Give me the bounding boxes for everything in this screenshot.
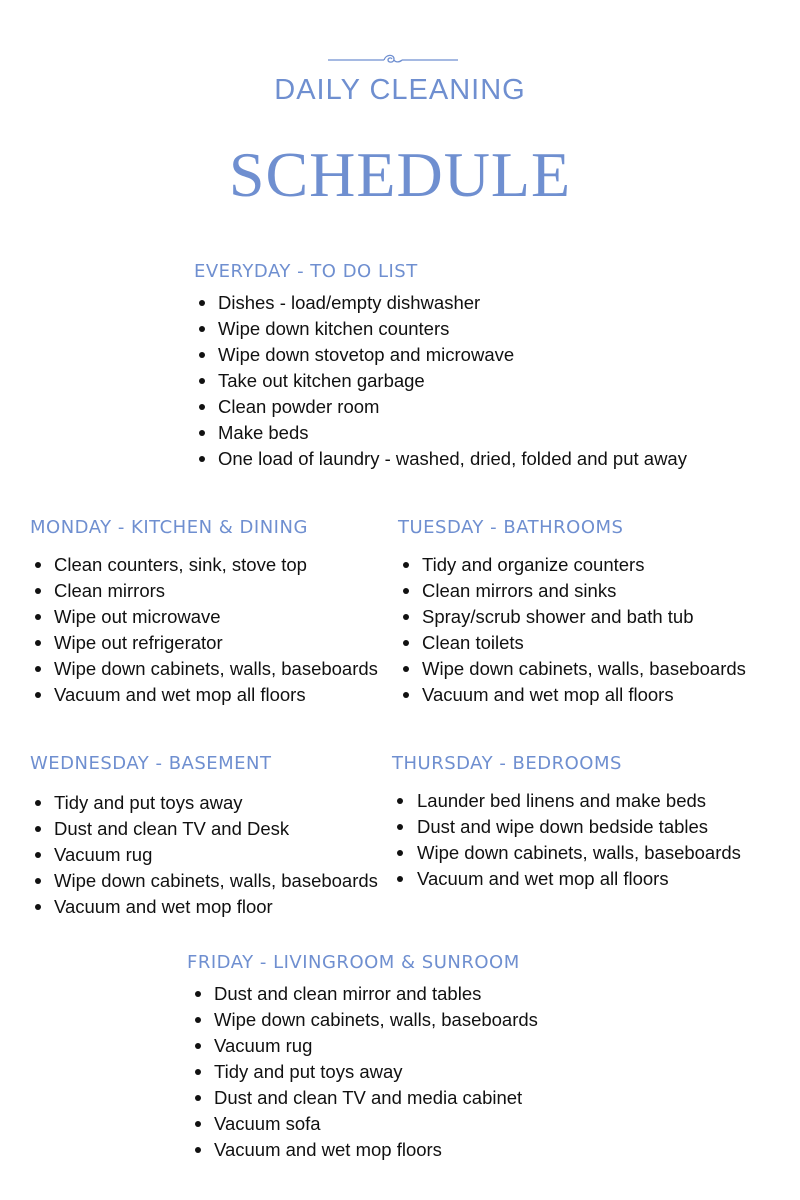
task-item: Wipe down stovetop and microwave [194,342,687,368]
task-list [392,788,741,892]
task-item: Dust and clean TV and Desk [30,816,378,842]
task-item: Make beds [194,420,687,446]
task-item: Dust and wipe down bedside tables [392,814,741,840]
task-item: Spray/scrub shower and bath tub [398,604,746,630]
task-item: Clean toilets [398,630,746,656]
task-item: Dishes - load/empty dishwasher [194,290,687,316]
task-item: Tidy and put toys away [30,790,378,816]
section-heading: MONDAY - KITCHEN & DINING [30,517,308,538]
everyday-section [194,261,687,472]
page-subtitle: DAILY CLEANING [274,74,526,106]
flourish-divider-icon [328,52,458,68]
task-item: Launder bed linens and make beds [392,788,741,814]
section-heading: FRIDAY - LIVINGROOM & SUNROOM [187,952,520,973]
task-item: Clean mirrors [30,578,378,604]
page-title: SCHEDULE [228,139,572,210]
task-list [30,790,378,920]
task-item: Clean mirrors and sinks [398,578,746,604]
task-item: Take out kitchen garbage [194,368,687,394]
task-item: Wipe down kitchen counters [194,316,687,342]
task-list [187,981,538,1163]
task-item: Vacuum and wet mop all floors [30,682,378,708]
task-item: Wipe down cabinets, walls, baseboards [398,656,746,682]
tuesday-section [398,517,746,708]
section-heading: TUESDAY - BATHROOMS [398,517,624,538]
task-item: Vacuum and wet mop floors [187,1137,538,1163]
task-item: Wipe down cabinets, walls, baseboards [30,868,378,894]
task-item: Wipe down cabinets, walls, baseboards [30,656,378,682]
task-item: Tidy and put toys away [187,1059,538,1085]
section-heading: THURSDAY - BEDROOMS [392,753,622,774]
task-list [194,290,687,472]
task-item: Clean powder room [194,394,687,420]
section-heading: WEDNESDAY - BASEMENT [30,753,272,774]
task-item: Wipe out refrigerator [30,630,378,656]
task-item: Wipe out microwave [30,604,378,630]
task-item: Wipe down cabinets, walls, baseboards [392,840,741,866]
task-item: Vacuum and wet mop all floors [398,682,746,708]
task-item: One load of laundry - washed, dried, folded and put away [194,446,687,472]
section-heading: EVERYDAY - TO DO LIST [194,261,418,282]
wednesday-section [30,753,378,920]
task-item: Wipe down cabinets, walls, baseboards [187,1007,538,1033]
task-item: Clean counters, sink, stove top [30,552,378,578]
task-item: Vacuum and wet mop floor [30,894,378,920]
task-item: Dust and clean TV and media cabinet [187,1085,538,1111]
task-item: Tidy and organize counters [398,552,746,578]
task-item: Vacuum and wet mop all floors [392,866,741,892]
monday-section [30,517,378,708]
task-item: Dust and clean mirror and tables [187,981,538,1007]
task-item: Vacuum rug [30,842,378,868]
thursday-section [392,753,741,892]
task-list [30,552,378,708]
task-item: Vacuum rug [187,1033,538,1059]
task-item: Vacuum sofa [187,1111,538,1137]
friday-section [187,952,538,1163]
task-list [398,552,746,708]
